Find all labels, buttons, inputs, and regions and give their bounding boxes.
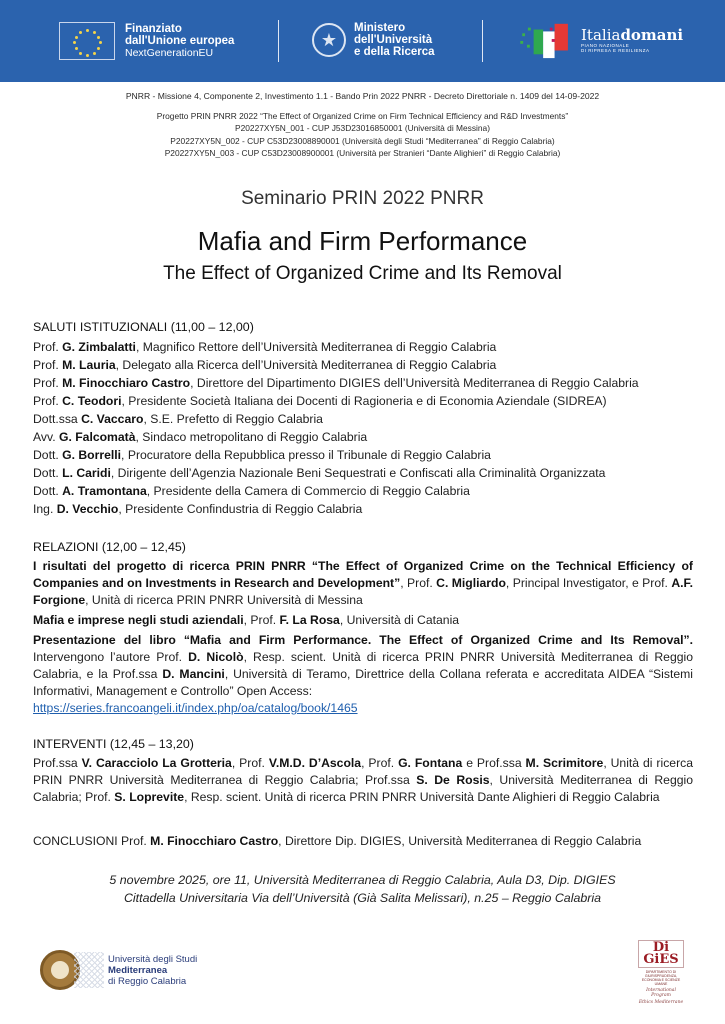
unime-line3: di Reggio Calabria xyxy=(108,975,187,987)
page-title: Mafia and Firm Performance xyxy=(197,226,528,256)
digies-mark: Di GiES xyxy=(638,940,684,968)
speaker-list xyxy=(33,338,693,518)
header-band xyxy=(0,0,725,82)
digies-desc: DIPARTIMENTO DI GIURISPRUDENZA, ECONOMIA E SCIENZE UMANE xyxy=(641,970,681,986)
speaker-name: M. Scrimitore xyxy=(525,756,604,770)
italiadomani-logo xyxy=(517,20,683,60)
talk-item: I risultati del progetto di ricerca PRIN PNRR “The Effect of Organized Crime on the Technical Efficiency of Companies and on Investments in Research and Development”, Prof. C. Migliardo, Principal Investigator, e Prof. A.F. Forgione, Unità di ricerca PRIN PNRR Università di Messina xyxy=(33,559,693,607)
speaker-role: , Magnifico Rettore dell’Università Mediterranea di Reggio Calabria xyxy=(135,340,497,354)
speaker-title: Prof. xyxy=(33,394,63,408)
event-details xyxy=(0,871,725,907)
seminar-label: Seminario PRIN 2022 PNRR xyxy=(241,188,484,209)
conclusioni-section xyxy=(33,832,693,850)
mur-logo xyxy=(312,22,435,58)
speaker-name: M. Finocchiaro Castro xyxy=(62,376,191,390)
event-date-place: 5 novembre 2025, ore 11, Università Mediterranea di Reggio Calabria, Aula D3, Dip. DIGIES xyxy=(109,873,616,887)
book-link[interactable]: https://series.francoangeli.it/index.php/oa/catalog/book/1465 xyxy=(33,701,358,715)
speaker-name: V. Caracciolo La Grotteria xyxy=(81,756,232,770)
talk-title: I risultati del progetto di ricerca PRIN PNRR “The Effect of Organized Crime on the Technical Efficiency of Companies and on Investments in Research and Development” xyxy=(33,559,693,590)
speaker-title: Dott. xyxy=(33,484,63,498)
italian-emblem-icon: ★ xyxy=(312,23,346,57)
mur-line1: Ministero xyxy=(354,22,406,34)
speaker-title: Prof. xyxy=(33,340,63,354)
eu-line1: Finanziato xyxy=(125,23,182,35)
eu-line2: dall'Unione europea xyxy=(125,35,235,47)
speaker-title: Dott. xyxy=(33,466,63,480)
speaker-role: , Direttore del Dipartimento DIGIES dell’Università Mediterranea di Reggio Calabria xyxy=(190,376,639,390)
section-heading: INTERVENTI (12,45 – 13,20) xyxy=(33,737,194,751)
decree-line: PNRR - Missione 4, Componente 2, Investimento 1.1 - Bando Prin 2022 PNRR - Decreto Direttoriale n. 1409 del 14-09-2022 xyxy=(125,91,600,101)
speaker-row xyxy=(33,410,693,428)
speaker-name: M. Lauria xyxy=(62,358,116,372)
speaker-name: G. Borrelli xyxy=(62,448,122,462)
speaker-title: Dott. xyxy=(33,448,63,462)
conclusioni-text: CONCLUSIONI Prof. M. Finocchiaro Castro, Direttore Dip. DIGIES, Università Mediterranea di Reggio Calabria xyxy=(33,834,642,848)
speaker-name: G. Fontana xyxy=(398,756,463,770)
speaker-row xyxy=(33,428,693,446)
talk-item: Presentazione del libro “Mafia and Firm Performance. The Effect of Organized Crime and Its Removal”. Intervengono l’autore Prof. D. Nicolò, Resp. scient. Unità di ricerca PRIN PNRR Università Mediterranea di Reggio Calabria, e la Prof.ssa D. Mancini, Università di Teramo, Direttrice della Collana referata e accreditata AIDEA “Sistemi Informativi, Management e Controllo” Open Access: https://series.francoangeli.it/index.php/oa/catalog/book/1465 xyxy=(33,633,694,715)
interventi-text: Prof.ssa V. Caracciolo La Grotteria, Prof. V.M.D. D’Ascola, Prof. G. Fontana e Prof.ssa M. Scrimitore, Unità di ricerca PRIN PNRR Università Mediterranea di Reggio Calabria; Prof.ssa S. De Rosis, Università Mediterranea di Reggio Calabria; Prof. S. Loprevite, Resp. scient. Unità di ricerca PRIN PNRR Università Dante Alighieri di Reggio Calabria xyxy=(33,756,693,804)
section-heading: RELAZIONI (12,00 – 12,45) xyxy=(33,540,186,554)
event-address: Cittadella Universitaria Via dell’Università (Già Salita Melissari), n.25 – Reggio Calabria xyxy=(123,891,601,905)
speaker-row xyxy=(33,500,693,518)
digies-script1: International Program xyxy=(646,988,676,998)
speaker-title: Prof. xyxy=(33,376,63,390)
research-unit: P20227XY5N_003 - CUP C53D23008900001 (Università per Stranieri “Dante Alighieri” di Reggio Calabria) xyxy=(164,147,561,158)
eu-flag-icon xyxy=(59,22,115,60)
speaker-name: V.M.D. D’Ascola xyxy=(268,756,362,770)
section-heading: SALUTI ISTITUZIONALI (11,00 – 12,00) xyxy=(33,320,254,334)
research-unit: P20227XY5N_001 - CUP J53D23016850001 (Università di Messina) xyxy=(235,123,490,134)
speaker-title: Ing. xyxy=(33,502,57,516)
speaker-role: , Presidente della Camera di Commercio di Reggio Calabria xyxy=(146,484,470,498)
header-divider xyxy=(278,20,279,62)
page-subtitle: The Effect of Organized Crime and Its Removal xyxy=(163,263,562,284)
talk-title: Mafia e imprese negli studi aziendali xyxy=(33,613,244,627)
unime-line2: Mediterranea xyxy=(108,964,168,976)
project-info xyxy=(0,110,725,159)
speaker-name: D. Nicolò xyxy=(188,650,244,664)
speaker-role: , Dirigente dell’Agenzia Nazionale Beni Sequestrati e Confiscati alla Criminalità Organizzata xyxy=(110,466,606,480)
decorative-pattern xyxy=(74,952,104,988)
relazioni-section xyxy=(33,540,693,720)
talk-item: Mafia e imprese negli studi aziendali, Prof. F. La Rosa, Università di Catania xyxy=(33,613,460,627)
interventi-section xyxy=(33,737,693,809)
research-unit: P20227XY5N_002 - CUP C53D23008890001 (Università degli Studi “Mediterranea” di Reggio Calabria) xyxy=(170,135,555,146)
speaker-name: D. Mancini xyxy=(162,667,225,681)
speaker-name: C. Migliardo xyxy=(436,576,506,590)
talk-title: Presentazione del libro “Mafia and Firm Performance. The Effect of Organized Crime and Its Removal”. xyxy=(33,633,693,647)
unime-logo xyxy=(40,950,197,990)
project-title: Progetto PRIN PNRR 2022 “The Effect of Organized Crime on Firm Technical Efficiency and R&D Investments” xyxy=(156,111,569,121)
speaker-name: G. Falcomatà xyxy=(58,430,136,444)
speaker-name: S. De Rosis xyxy=(416,773,490,787)
speaker-row xyxy=(33,338,693,356)
italiadomani-tag2: DI RIPRESA E RESILIENZA xyxy=(581,48,650,53)
italiadomani-tag1: PIANO NAZIONALE xyxy=(581,43,630,48)
unime-line1: Università degli Studi xyxy=(108,953,198,965)
speaker-name: C. Teodori xyxy=(62,394,122,408)
speaker-role: , S.E. Prefetto di Reggio Calabria xyxy=(143,412,323,426)
speaker-name: M. Finocchiaro Castro xyxy=(150,834,279,848)
speaker-row xyxy=(33,356,693,374)
speaker-role: , Procuratore della Repubblica presso il Tribunale di Reggio Calabria xyxy=(121,448,491,462)
section-heading: CONCLUSIONI xyxy=(33,834,118,848)
speaker-row xyxy=(33,374,693,392)
speaker-title: Avv. xyxy=(33,430,59,444)
speaker-name: C. Vaccaro xyxy=(81,412,144,426)
speaker-name: A.F. Forgione xyxy=(33,576,693,607)
mur-line2: dell'Università xyxy=(354,34,433,46)
speaker-role: , Presidente Società Italiana dei Docenti di Ragioneria e di Economia Aziendale (SIDREA) xyxy=(121,394,607,408)
speaker-name: A. Tramontana xyxy=(62,484,147,498)
speaker-name: F. La Rosa xyxy=(279,613,340,627)
speaker-role: , Presidente Confindustria di Reggio Calabria xyxy=(118,502,363,516)
italian-flag-icon xyxy=(517,20,575,60)
header-divider xyxy=(482,20,483,62)
speaker-title: Dott.ssa xyxy=(33,412,82,426)
digies-script2: Ethics Mediterrane xyxy=(638,1000,684,1005)
speaker-role: , Delegato alla Ricerca dell’Università Mediterranea di Reggio Calabria xyxy=(115,358,497,372)
saluti-section xyxy=(33,320,693,518)
speaker-name: D. Vecchio xyxy=(56,502,119,516)
mur-line3: e della Ricerca xyxy=(354,46,435,58)
digies-logo xyxy=(638,940,684,1005)
speaker-name: L. Caridi xyxy=(62,466,111,480)
speaker-title: Prof. xyxy=(33,358,63,372)
speaker-row xyxy=(33,464,693,482)
speaker-name: S. Loprevite xyxy=(114,790,185,804)
eu-funding-logo xyxy=(59,22,234,60)
speaker-name: G. Zimbalatti xyxy=(62,340,136,354)
eu-line3: NextGenerationEU xyxy=(125,47,214,59)
speaker-row xyxy=(33,482,693,500)
speaker-row xyxy=(33,446,693,464)
italiadomani-name: Italiadomani xyxy=(581,26,684,44)
speaker-role: , Sindaco metropolitano di Reggio Calabria xyxy=(135,430,368,444)
speaker-row xyxy=(33,392,693,410)
